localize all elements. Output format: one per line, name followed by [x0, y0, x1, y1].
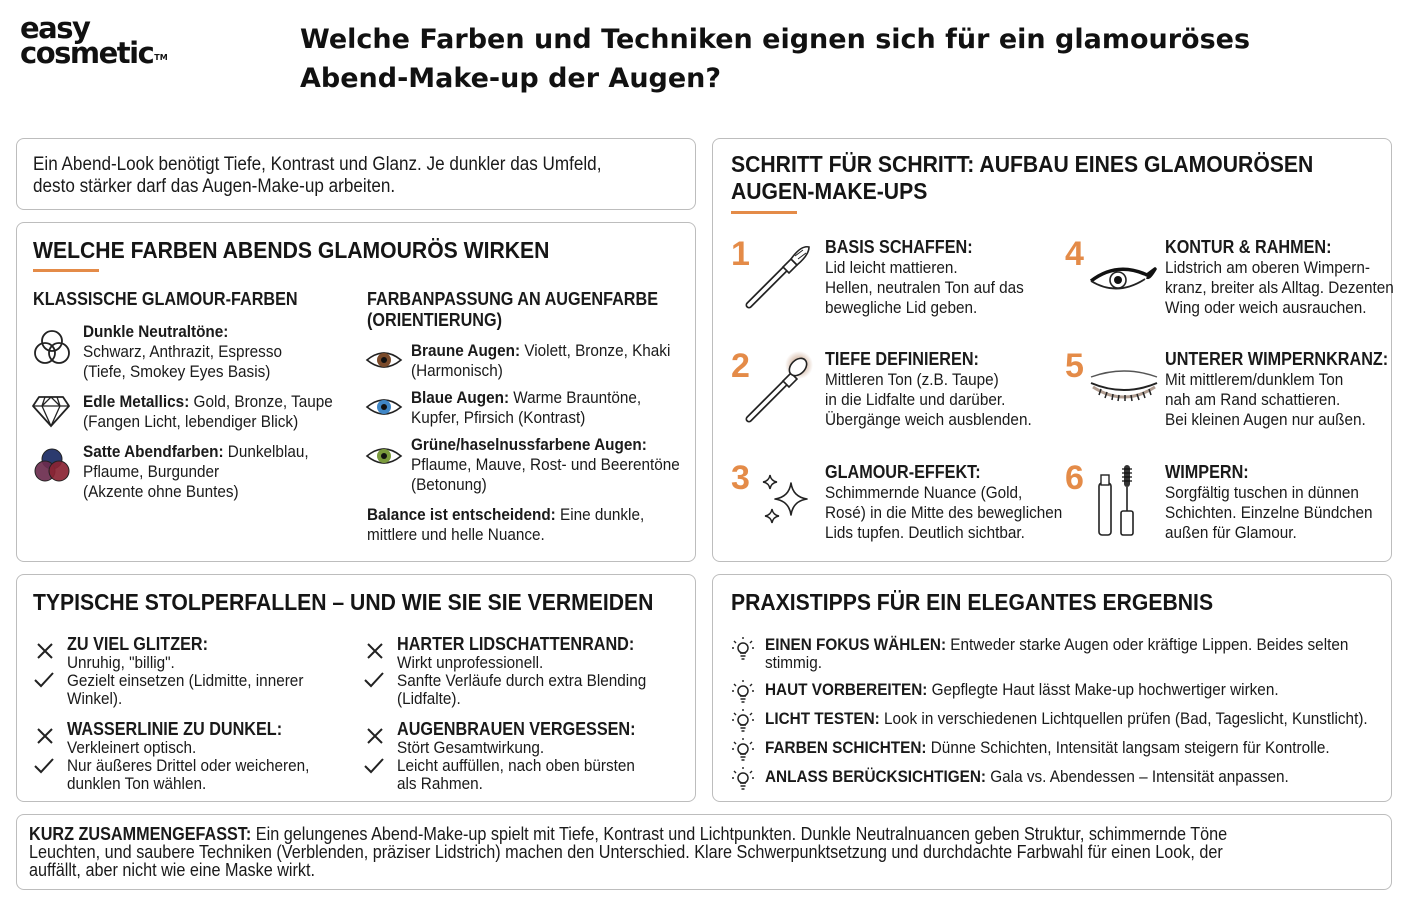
- match-item-3-bold: Grüne/haselnussfarbene Augen:: [411, 435, 647, 454]
- tip-2-bold: HAUT VORBEREITEN:: [765, 680, 928, 699]
- brush-icon: [745, 243, 811, 309]
- tip-3-rest: Look in verschiedenen Lichtquellen prüfen (Bad, Tageslicht, Kunstlicht).: [879, 709, 1368, 728]
- tip-2-rest: Gepflegte Haut lässt Make-up hochwertiger wirken.: [927, 680, 1279, 699]
- classic-item-2-rest: Gold, Bronze, Taupe: [189, 392, 333, 411]
- cross-icon: [365, 726, 385, 746]
- match-item-1-line-2: (Harmonisch): [411, 361, 503, 380]
- blending-brush-icon: [745, 351, 815, 423]
- heading-underline: [731, 211, 797, 214]
- tip-item-2: [765, 680, 1279, 700]
- classic-item-2: [83, 392, 333, 432]
- sparkle-icon: [761, 473, 815, 527]
- brown-eye-icon: [365, 349, 403, 371]
- step-2-text: [825, 349, 1032, 430]
- intro-line-1: Ein Abend-Look benötigt Tiefe, Kontrast und Glanz. Je dunkler das Umfeld,: [33, 154, 602, 175]
- step-1-text: [825, 237, 1024, 318]
- pitfall-2-title: WASSERLINIE ZU DUNKEL:: [67, 719, 283, 739]
- balance-rest: Eine dunkle,: [555, 505, 645, 524]
- classic-item-2-line-2: (Fangen Licht, lebendiger Blick): [83, 412, 299, 431]
- logo-line-2: [20, 36, 168, 70]
- classic-item-3: [83, 442, 309, 502]
- tip-1-rest: Entweder starke Augen oder kräftige Lippen. Beides selten: [946, 635, 1349, 654]
- logo-word: cosmetic: [20, 36, 154, 70]
- tip-1-line-2: stimmig.: [765, 653, 822, 672]
- step-1-line-2: Hellen, neutralen Ton auf das: [825, 278, 1024, 297]
- pitfall-4-title: AUGENBRAUEN VERGESSEN:: [397, 719, 636, 739]
- pitfall-3-fix-line-2: (Lidfalte).: [397, 689, 461, 708]
- steps-heading: [731, 151, 1313, 205]
- summary-box: [16, 814, 1392, 890]
- pitfall-1-problem: Unruhig, "billig".: [67, 653, 175, 672]
- step-4-title: KONTUR & RAHMEN:: [1165, 237, 1332, 257]
- tips-box: [712, 574, 1392, 802]
- step-2-title: TIEFE DEFINIEREN:: [825, 349, 979, 369]
- pitfall-4-fix-line-2: als Rahmen.: [397, 774, 483, 793]
- classic-item-3-rest: Dunkelblau,: [223, 442, 309, 461]
- lightbulb-icon: [731, 736, 755, 762]
- tips-heading: PRAXISTIPPS FÜR EIN ELEGANTES ERGEBNIS: [731, 589, 1214, 615]
- step-number-6: 6: [1065, 459, 1084, 497]
- check-icon: [363, 671, 385, 689]
- step-4-text: [1165, 237, 1394, 318]
- tip-5-rest: Gala vs. Abendessen – Intensität anpassen.: [986, 767, 1289, 786]
- cross-icon: [365, 641, 385, 661]
- tip-3-bold: LICHT TESTEN:: [765, 709, 880, 728]
- classic-item-1-line-3: (Tiefe, Smokey Eyes Basis): [83, 362, 271, 381]
- step-4-line-3: Wing oder weich ausrauchen.: [1165, 298, 1367, 317]
- balance-line-2: mittlere und helle Nuance.: [367, 525, 545, 544]
- blue-eye-icon: [365, 396, 403, 418]
- pitfall-2-fix-line-2: dunklen Ton wählen.: [67, 774, 207, 793]
- step-2-line-2: in die Lidfalte und darüber.: [825, 390, 1006, 409]
- step-1-line-3: bewegliche Lid geben.: [825, 298, 978, 317]
- step-5-text: [1165, 349, 1388, 430]
- title-line-2: Abend-Make-up der Augen?: [300, 63, 722, 94]
- match-heading-line-2: (ORIENTIERUNG): [367, 310, 502, 330]
- classic-item-3-line-3: (Akzente ohne Buntes): [83, 482, 239, 501]
- intro-line-2: desto stärker darf das Augen-Make-up arbeiten.: [33, 176, 396, 197]
- summary-line-1: Ein gelungenes Abend-Make-up spielt mit Tiefe, Kontrast und Lichtpunkten. Dunkle Neutralnuancen geben Struktur, schimmernde Töne: [251, 824, 1228, 844]
- cross-icon: [35, 641, 55, 661]
- pitfall-item-1: [67, 635, 303, 708]
- step-3-title: GLAMOUR-EFFEKT:: [825, 462, 981, 482]
- step-number-1: 1: [731, 235, 750, 273]
- pitfall-1-fix-line-2: Winkel).: [67, 689, 123, 708]
- check-icon: [33, 671, 55, 689]
- match-item-1-bold: Braune Augen:: [411, 341, 521, 360]
- color-circles-icon: [31, 445, 73, 487]
- pitfall-3-problem: Wirkt unprofessionell.: [397, 653, 544, 672]
- step-6-title: WIMPERN:: [1165, 462, 1249, 482]
- circles-icon: [31, 327, 73, 369]
- step-6-line-3: außen für Glamour.: [1165, 523, 1297, 542]
- page-title: [300, 20, 1300, 98]
- summary-bold: KURZ ZUSAMMENGEFASST:: [29, 824, 252, 844]
- summary-line-2: Leuchten, und saubere Techniken (Verblenden, präziser Lidstrich) machen den Unterschied. Klare Schwerpunktsetzung und durchdachte Farbwahl für einen Look, der: [29, 842, 1223, 862]
- match-item-2-line-2: Kupfer, Pfirsich (Kontrast): [411, 408, 586, 427]
- tip-4-bold: FARBEN SCHICHTEN:: [765, 738, 927, 757]
- trademark: TM: [154, 53, 168, 62]
- steps-heading-line-2: AUGEN-MAKE-UPS: [731, 178, 928, 204]
- pitfall-item-2: [67, 720, 309, 793]
- balance-bold: Balance ist entscheidend:: [367, 505, 556, 524]
- step-2-line-1: Mittleren Ton (z.B. Taupe): [825, 370, 999, 389]
- pitfall-1-fix-line-1: Gezielt einsetzen (Lidmitte, innerer: [67, 671, 304, 690]
- classic-item-1: [83, 322, 282, 382]
- step-6-line-2: Schichten. Einzelne Bündchen: [1165, 503, 1373, 522]
- pitfall-item-4: [397, 720, 636, 793]
- pitfalls-box: [16, 574, 696, 802]
- check-icon: [363, 757, 385, 775]
- cross-icon: [35, 726, 55, 746]
- brand-logo: [20, 11, 168, 70]
- step-1-line-1: Lid leicht mattieren.: [825, 258, 958, 277]
- eyeliner-eye-icon: [1087, 261, 1157, 299]
- summary-line-3: auffällt, aber nicht wie eine Maske wirkt.: [29, 860, 316, 880]
- lightbulb-icon: [731, 765, 755, 791]
- title-line-1: Welche Farben und Techniken eignen sich für ein glamouröses: [300, 24, 1251, 55]
- step-5-line-1: Mit mittlerem/dunklem Ton: [1165, 370, 1344, 389]
- green-eye-icon: [365, 445, 403, 467]
- pitfall-item-3: [397, 635, 646, 708]
- intro-box: [16, 138, 696, 210]
- match-item-1-rest: Violett, Bronze, Khaki: [520, 341, 671, 360]
- match-item-1: [411, 341, 670, 381]
- step-3-line-1: Schimmernde Nuance (Gold,: [825, 483, 1023, 502]
- pitfalls-heading: TYPISCHE STOLPERFALLEN – UND WIE SIE SIE VERMEIDEN: [33, 589, 654, 615]
- step-6-line-1: Sorgfältig tuschen in dünnen: [1165, 483, 1359, 502]
- step-number-5: 5: [1065, 347, 1084, 385]
- step-number-4: 4: [1065, 235, 1084, 273]
- match-item-3-line-3: (Betonung): [411, 475, 487, 494]
- tip-1-bold: EINEN FOKUS WÄHLEN:: [765, 635, 947, 654]
- pitfall-2-fix-line-1: Nur äußeres Drittel oder weicheren,: [67, 756, 310, 775]
- tip-item-4: [765, 738, 1330, 758]
- step-3-line-2: Rosé) in die Mitte des beweglichen: [825, 503, 1063, 522]
- match-item-3: [411, 435, 680, 495]
- classic-item-1-bold: Dunkle Neutraltöne:: [83, 322, 229, 341]
- lightbulb-icon: [731, 707, 755, 733]
- step-3-text: [825, 462, 1062, 543]
- classic-heading: KLASSISCHE GLAMOUR-FARBEN: [33, 289, 298, 309]
- tip-item-3: [765, 709, 1368, 729]
- step-3-line-3: Lids tupfen. Deutlich sichtbar.: [825, 523, 1025, 542]
- lightbulb-icon: [731, 635, 755, 661]
- classic-item-3-line-2: Pflaume, Burgunder: [83, 462, 220, 481]
- step-number-2: 2: [731, 347, 750, 385]
- steps-box: [712, 138, 1392, 562]
- mascara-icon: [1093, 461, 1139, 537]
- match-item-2-rest: Warme Brauntöne,: [509, 388, 642, 407]
- tip-item-5: [765, 767, 1289, 787]
- tip-5-bold: ANLASS BERÜCKSICHTIGEN:: [765, 767, 987, 786]
- pitfall-4-problem: Stört Gesamtwirkung.: [397, 738, 545, 757]
- check-icon: [33, 757, 55, 775]
- step-5-line-2: nah am Rand schattieren.: [1165, 390, 1341, 409]
- match-heading: [367, 289, 658, 331]
- step-2-line-3: Übergänge weich ausblenden.: [825, 410, 1032, 429]
- step-1-title: BASIS SCHAFFEN:: [825, 237, 973, 257]
- tip-item-1: [765, 636, 1348, 672]
- intro-text: [33, 154, 601, 198]
- classic-item-2-bold: Edle Metallics:: [83, 392, 190, 411]
- step-number-3: 3: [731, 459, 750, 497]
- match-heading-line-1: FARBANPASSUNG AN AUGENFARBE: [367, 289, 659, 309]
- heading-underline: [33, 269, 99, 272]
- diamond-icon: [31, 393, 71, 429]
- summary-text: [29, 825, 1227, 879]
- closed-eye-icon: [1087, 367, 1161, 407]
- pitfall-2-problem: Verkleinert optisch.: [67, 738, 197, 757]
- colors-heading: WELCHE FARBEN ABENDS GLAMOURÖS WIRKEN: [33, 237, 550, 263]
- pitfall-3-fix-line-1: Sanfte Verläufe durch extra Blending: [397, 671, 647, 690]
- colors-box: [16, 222, 696, 562]
- match-item-2: [411, 388, 641, 428]
- match-item-2-bold: Blaue Augen:: [411, 388, 510, 407]
- step-4-line-2: kranz, breiter als Alltag. Dezenten: [1165, 278, 1394, 297]
- pitfall-4-fix-line-1: Leicht auffüllen, nach oben bürsten: [397, 756, 635, 775]
- pitfall-1-title: ZU VIEL GLITZER:: [67, 634, 209, 654]
- balance-note: [367, 505, 644, 545]
- classic-item-1-line-2: Schwarz, Anthrazit, Espresso: [83, 342, 282, 361]
- steps-heading-line-1: SCHRITT FÜR SCHRITT: AUFBAU EINES GLAMOURÖSEN: [731, 151, 1314, 177]
- lightbulb-icon: [731, 678, 755, 704]
- match-item-3-line-2: Pflaume, Mauve, Rost- und Beerentöne: [411, 455, 680, 474]
- tip-4-rest: Dünne Schichten, Intensität langsam steigern für Kontrolle.: [926, 738, 1330, 757]
- pitfall-3-title: HARTER LIDSCHATTENRAND:: [397, 634, 635, 654]
- step-4-line-1: Lidstrich am oberen Wimpern-: [1165, 258, 1370, 277]
- logo-line-1: easy: [20, 11, 90, 45]
- step-6-text: [1165, 462, 1373, 543]
- step-5-title: UNTERER WIMPERNKRANZ:: [1165, 349, 1389, 369]
- step-5-line-3: Bei kleinen Augen nur außen.: [1165, 410, 1366, 429]
- classic-item-3-bold: Satte Abendfarben:: [83, 442, 224, 461]
